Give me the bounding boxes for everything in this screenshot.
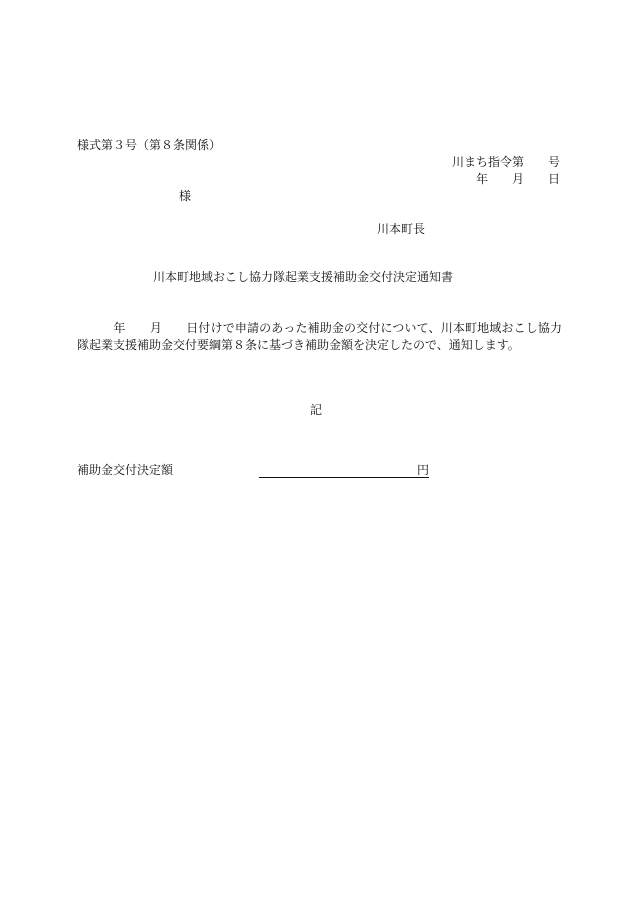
sender-name: 川本町長	[377, 222, 426, 236]
amount-label: 補助金交付決定額	[77, 463, 174, 477]
document-title: 川本町地域おこし協力隊起業支援補助金交付決定通知書	[153, 270, 454, 284]
form-number: 様式第３号（第８条関係）	[77, 138, 222, 152]
document-date: 年 月 日	[475, 172, 560, 186]
ki-heading: 記	[310, 403, 323, 417]
body-paragraph: 年 月 日付けで申請のあった補助金の交付について、川本町地域おこし協力隊起業支援補助金交付要綱第８条に基づき補助金額を決定したので、通知します。	[77, 321, 562, 352]
amount-field	[259, 463, 429, 478]
document-number: 川まち指令第 号	[451, 155, 560, 169]
amount-unit: 円	[416, 463, 429, 477]
addressee-suffix: 様	[179, 189, 192, 203]
